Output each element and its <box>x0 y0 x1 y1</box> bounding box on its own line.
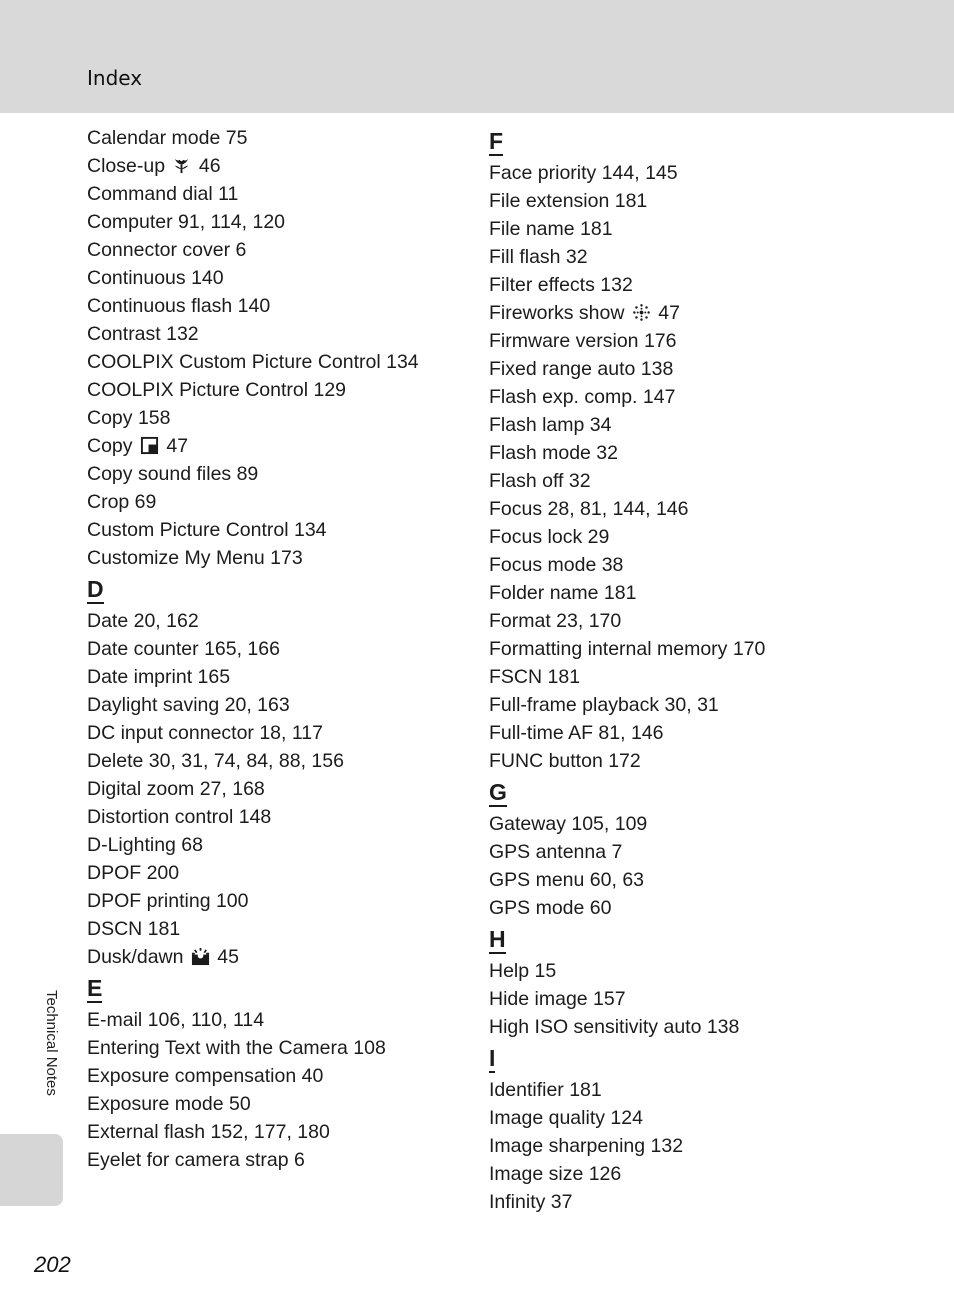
index-entry <box>87 1006 487 1034</box>
index-entry-text: Hide image 157 <box>489 988 626 1010</box>
index-entry <box>87 887 487 915</box>
index-letter-heading: I <box>489 1045 496 1071</box>
index-letter-row <box>489 1041 889 1076</box>
index-entry <box>87 292 487 320</box>
index-entry <box>87 719 487 747</box>
index-entry <box>87 943 487 971</box>
index-entry-text: Computer 91, 114, 120 <box>87 211 286 233</box>
index-entry-page-ref: 47 <box>652 302 680 324</box>
index-entry <box>489 467 889 495</box>
index-entry <box>87 516 487 544</box>
closeup-tulip-icon <box>172 155 191 174</box>
index-letter-row <box>87 572 487 607</box>
index-entry <box>489 894 889 922</box>
index-entry <box>87 124 487 152</box>
index-entry <box>489 691 889 719</box>
index-entry-text: COOLPIX Picture Control 129 <box>87 379 347 401</box>
copy-scene-icon <box>140 435 159 454</box>
index-entry-text: Fill flash 32 <box>489 246 588 268</box>
index-entry-text: File name 181 <box>489 218 613 240</box>
index-entry <box>489 271 889 299</box>
index-entry <box>87 635 487 663</box>
index-entry-text: Full-time AF 81, 146 <box>489 722 664 744</box>
index-entry-text: Focus mode 38 <box>489 554 624 576</box>
index-entry-text: Connector cover 6 <box>87 239 247 261</box>
index-entry <box>489 159 889 187</box>
index-entry <box>489 439 889 467</box>
index-entry-text: File extension 181 <box>489 190 648 212</box>
index-entry-text: Flash mode 32 <box>489 442 618 464</box>
index-entry <box>87 404 487 432</box>
index-entry-text: D-Lighting 68 <box>87 834 203 856</box>
index-entry-text: Copy <box>87 435 138 457</box>
index-entry <box>87 691 487 719</box>
index-entry-text: DPOF printing 100 <box>87 890 249 912</box>
index-entry <box>489 607 889 635</box>
index-entry <box>87 152 487 180</box>
index-entry <box>87 1146 487 1174</box>
index-entry <box>87 803 487 831</box>
index-entry <box>489 523 889 551</box>
index-entry-text: Copy 158 <box>87 407 171 429</box>
index-entry <box>489 495 889 523</box>
index-entry-text: Calendar mode 75 <box>87 127 248 149</box>
index-entry-text: Infinity 37 <box>489 1191 573 1213</box>
index-entry <box>87 348 487 376</box>
index-entry <box>489 719 889 747</box>
index-entry <box>87 180 487 208</box>
index-entry <box>87 1034 487 1062</box>
header-band <box>0 0 954 113</box>
index-entry <box>87 320 487 348</box>
index-entry <box>489 579 889 607</box>
index-entry-text: Custom Picture Control 134 <box>87 519 327 541</box>
index-letter-heading: F <box>489 128 504 154</box>
index-entry <box>489 866 889 894</box>
index-letter-heading: D <box>87 576 104 602</box>
index-entry <box>489 1188 889 1216</box>
index-letter-heading: G <box>489 779 507 805</box>
index-entry <box>489 411 889 439</box>
index-entry-text: Flash lamp 34 <box>489 414 612 436</box>
index-entry-text: Entering Text with the Camera 108 <box>87 1037 386 1059</box>
index-entry <box>87 859 487 887</box>
index-entry-text: Contrast 132 <box>87 323 199 345</box>
index-entry-text: Dusk/dawn <box>87 946 189 968</box>
index-entry <box>87 1118 487 1146</box>
index-entry <box>489 1013 889 1041</box>
index-entry-text: Fixed range auto 138 <box>489 358 674 380</box>
index-entry <box>489 747 889 775</box>
index-letter-heading: H <box>489 926 506 952</box>
index-entry-text: GPS antenna 7 <box>489 841 623 863</box>
index-entry <box>489 663 889 691</box>
index-entry-page-ref: 47 <box>160 435 189 457</box>
index-letter-row <box>489 922 889 957</box>
index-entry-text: Customize My Menu 173 <box>87 547 303 569</box>
index-entry-text: COOLPIX Custom Picture Control 134 <box>87 351 419 373</box>
index-entry <box>87 544 487 572</box>
index-entry-text: Firmware version 176 <box>489 330 677 352</box>
index-entry <box>489 1076 889 1104</box>
page-number: 202 <box>34 1252 71 1277</box>
index-entry-text: Focus 28, 81, 144, 146 <box>489 498 689 520</box>
index-entry <box>87 236 487 264</box>
index-entry-text: Daylight saving 20, 163 <box>87 694 290 716</box>
index-entry <box>489 635 889 663</box>
dusk-dawn-icon <box>191 946 210 965</box>
index-entry-text: Focus lock 29 <box>489 526 610 548</box>
section-tab <box>0 1134 63 1206</box>
index-entry-text: Full-frame playback 30, 31 <box>489 694 719 716</box>
index-entry <box>489 1160 889 1188</box>
index-entry-text: Delete 30, 31, 74, 84, 88, 156 <box>87 750 344 772</box>
index-entry-text: GPS mode 60 <box>489 897 612 919</box>
index-entry <box>489 838 889 866</box>
index-entry <box>489 243 889 271</box>
index-entry-page-ref: 46 <box>193 155 221 177</box>
index-entry <box>87 376 487 404</box>
index-letter-row <box>87 971 487 1006</box>
index-letter-heading: E <box>87 975 103 1001</box>
index-entry-text: Folder name 181 <box>489 582 637 604</box>
index-entry-text: E-mail 106, 110, 114 <box>87 1009 265 1031</box>
fireworks-icon <box>632 302 651 321</box>
index-entry-text: Date counter 165, 166 <box>87 638 280 660</box>
index-entry <box>87 663 487 691</box>
index-entry-text: DPOF 200 <box>87 862 180 884</box>
section-side-label: Technical Notes <box>43 990 60 1096</box>
index-entry <box>489 355 889 383</box>
index-entry <box>489 327 889 355</box>
index-entry <box>489 1132 889 1160</box>
index-entry-text: Flash exp. comp. 147 <box>489 386 676 408</box>
index-entry-text: Help 15 <box>489 960 557 982</box>
index-entry <box>489 299 889 327</box>
index-entry <box>87 775 487 803</box>
index-entry <box>489 957 889 985</box>
index-entry <box>87 264 487 292</box>
index-entry-text: Filter effects 132 <box>489 274 633 296</box>
index-entry-text: Exposure compensation 40 <box>87 1065 324 1087</box>
index-entry-text: Distortion control 148 <box>87 806 272 828</box>
index-entry <box>87 208 487 236</box>
index-entry <box>489 810 889 838</box>
index-entry-text: Image size 126 <box>489 1163 622 1185</box>
index-entry-text: Face priority 144, 145 <box>489 162 678 184</box>
index-entry-text: Date 20, 162 <box>87 610 199 632</box>
index-letter-row <box>489 775 889 810</box>
index-entry-text: FSCN 181 <box>489 666 581 688</box>
index-entry <box>489 215 889 243</box>
index-entry <box>87 831 487 859</box>
index-entry <box>87 488 487 516</box>
page-title: Index <box>87 66 143 90</box>
index-entry <box>87 432 487 460</box>
index-entry-text: Gateway 105, 109 <box>489 813 648 835</box>
index-entry-text: High ISO sensitivity auto 138 <box>489 1016 740 1038</box>
index-entry-text: Command dial 11 <box>87 183 239 205</box>
index-entry-text: Date imprint 165 <box>87 666 231 688</box>
index-entry <box>489 551 889 579</box>
index-entry <box>87 460 487 488</box>
index-entry-text: Close-up <box>87 155 171 177</box>
index-entry-text: Eyelet for camera strap 6 <box>87 1149 305 1171</box>
index-letter-row <box>489 124 889 159</box>
index-entry-text: DSCN 181 <box>87 918 181 940</box>
index-entry-text: Formatting internal memory 170 <box>489 638 766 660</box>
index-entry-text: Image quality 124 <box>489 1107 643 1129</box>
index-entry-text: Digital zoom 27, 168 <box>87 778 265 800</box>
index-entry-text: External flash 152, 177, 180 <box>87 1121 330 1143</box>
index-entry-text: Identifier 181 <box>489 1079 602 1101</box>
index-entry-text: Exposure mode 50 <box>87 1093 251 1115</box>
index-entry-text: Fireworks show <box>489 302 630 324</box>
index-entry <box>87 747 487 775</box>
index-entry-text: Continuous 140 <box>87 267 224 289</box>
index-entry-text: Flash off 32 <box>489 470 591 492</box>
index-entry <box>489 383 889 411</box>
index-entry <box>489 1104 889 1132</box>
index-entry-text: Crop 69 <box>87 491 157 513</box>
index-entry <box>489 187 889 215</box>
index-entry-text: Continuous flash 140 <box>87 295 271 317</box>
index-entry <box>87 1090 487 1118</box>
index-entry-page-ref: 45 <box>211 946 239 968</box>
index-entry-text: GPS menu 60, 63 <box>489 869 645 891</box>
index-entry-text: Copy sound files 89 <box>87 463 259 485</box>
index-entry <box>87 607 487 635</box>
index-entry-text: Format 23, 170 <box>489 610 622 632</box>
index-column-left <box>87 124 487 1174</box>
index-entry-text: Image sharpening 132 <box>489 1135 684 1157</box>
index-entry <box>87 915 487 943</box>
index-entry-text: FUNC button 172 <box>489 750 641 772</box>
index-entry <box>489 985 889 1013</box>
index-entry <box>87 1062 487 1090</box>
index-column-right <box>489 124 889 1216</box>
index-entry-text: DC input connector 18, 117 <box>87 722 323 744</box>
